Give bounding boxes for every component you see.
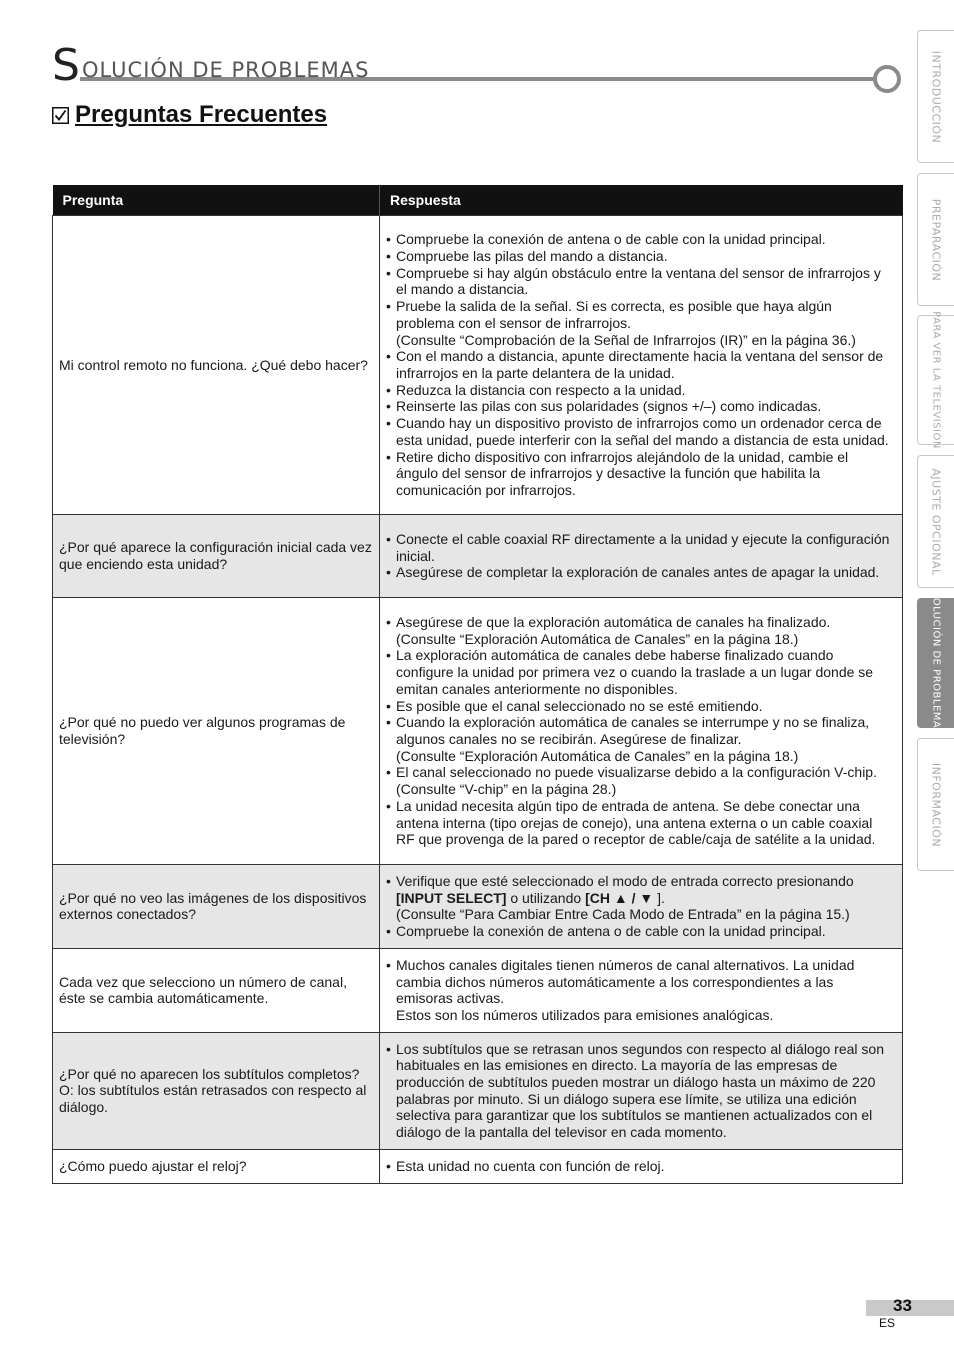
reference-note: Estos son los números utilizados para emisiones analógicas. [396, 1006, 774, 1023]
table-header-row [53, 185, 903, 216]
side-tab-informacion[interactable] [917, 738, 954, 871]
title-initial: S [52, 40, 80, 91]
side-tab-para-ver-la-television[interactable] [917, 311, 954, 449]
page-number: 33 [893, 1296, 912, 1315]
answer-cell [380, 598, 903, 865]
side-tab-ajuste-opcional[interactable] [917, 455, 954, 588]
side-tab-preparacion[interactable] [917, 173, 954, 306]
answer-item: • Compruebe la conexión de antena o de cable con la unidad principal. [386, 923, 894, 940]
question-cell: ¿Cómo puedo ajustar el reloj? [53, 1149, 380, 1183]
table-row [53, 948, 903, 1032]
answer-item: • Los subtítulos que se retrasan unos segundos con respecto al diálogo real son habituales en las emisiones en directo. La mayoría de las empresas de producción de subtítulos pueden mostrar un diálogo hasta un máximo de 220 palabras por minuto. Si un diálogo supera ese límite, se utiliza una edición selectiva para garantizar que los subtítulos se mantienen actualizados con el diálogo de la pantalla del televisor en cada momento. [386, 1041, 894, 1141]
reference-note: (Consulte “Comprobación de la Señal de Infrarrojos (IR)” en la página 36.) [396, 331, 856, 348]
button-name-ch-up-down: [CH ▲ / ▼ [585, 889, 654, 906]
question-cell: ¿Por qué no puedo ver algunos programas de televisión? [53, 598, 380, 865]
answer-item: • Esta unidad no cuenta con función de reloj. [386, 1158, 894, 1175]
question-cell: Mi control remoto no funciona. ¿Qué debo hacer? [53, 216, 380, 515]
answer-item: • Compruebe la conexión de antena o de cable con la unidad principal. [386, 231, 894, 248]
table-row [53, 216, 903, 515]
table-row [53, 865, 903, 949]
section-heading-text: Preguntas Frecuentes [75, 101, 328, 128]
title-rule-circle [873, 65, 901, 93]
answer-item: • Con el mando a distancia, apunte directamente hacia la ventana del sensor de infrarrojos en la parte delantera de la unidad. [386, 348, 894, 381]
question-cell: ¿Por qué no veo las imágenes de los dispositivos externos conectados? [53, 865, 380, 949]
answer-item: • El canal seleccionado no puede visualizarse debido a la configuración V-chip. (Consulte “V-chip” en la página 28.) [386, 764, 894, 797]
table-row [53, 1149, 903, 1183]
answer-item: • Reinserte las pilas con sus polaridades (signos +/–) como indicadas. [386, 398, 894, 415]
section-heading [52, 100, 327, 130]
answer-text: Pruebe la salida de la señal. Si es correcta, es posible que haya algún problema con el sensor de infrarrojos. [396, 298, 832, 331]
side-tab-label: INFORMACIÓN [929, 762, 943, 847]
answer-item: • Asegúrese de completar la exploración de canales antes de apagar la unidad. [386, 564, 894, 581]
side-tab-solucion-de-problemas[interactable] [917, 590, 954, 736]
answer-text: Muchos canales digitales tienen números de canal alternativos. La unidad cambia dichos números automáticamente a los correspondientes a las emisoras activas. [396, 956, 855, 1007]
answer-item: • La unidad necesita algún tipo de entrada de antena. Se debe conectar una antena interna (tipo orejas de conejo), una antena externa o un cable coaxial RF que provenga de la pared o receptor de cable/caja de satélite a la unidad. [386, 798, 894, 848]
answer-item: • Conecte el cable coaxial RF directamente a la unidad y ejecute la configuración inicial. [386, 531, 894, 564]
answer-item: • Compruebe si hay algún obstáculo entre la ventana del sensor de infrarrojos y el mando a distancia. [386, 265, 894, 298]
answer-text: Cuando la exploración automática de canales se interrumpe y no se finaliza, algunos canales no se recibirán. Asegúrese de finalizar. [396, 714, 870, 747]
answer-item [386, 873, 894, 923]
page-title [52, 40, 902, 94]
column-header-answer: Respuesta [380, 185, 903, 216]
answer-item: • Es posible que el canal seleccionado no se esté emitiendo. [386, 698, 894, 715]
answer-item: • La exploración automática de canales debe haberse finalizado cuando configure la unidad por primera vez o cuando la traslade a un lugar donde se emitan canales anteriormente no disponibles. [386, 647, 894, 697]
answer-text: Asegúrese de que la exploración automática de canales ha finalizado. [396, 614, 831, 631]
answer-text: ]. [653, 889, 665, 906]
side-tab-label: PARA VER LA TELEVISIÓN [930, 311, 942, 449]
answer-item: • Reduzca la distancia con respecto a la unidad. [386, 382, 894, 399]
question-cell: Cada vez que selecciono un número de canal, éste se cambia automáticamente. [53, 948, 380, 1032]
answer-item [386, 957, 894, 1024]
column-header-question: Pregunta [53, 185, 380, 216]
answer-text: Verifique que esté seleccionado el modo de entrada correcto presionando [396, 873, 854, 889]
answer-item [386, 614, 894, 647]
answer-cell [380, 515, 903, 598]
table-row [53, 598, 903, 865]
reference-note: (Consulte “Para Cambiar Entre Cada Modo de Entrada” en la página 15.) [396, 906, 850, 923]
question-cell: ¿Por qué no aparecen los subtítulos completos? O: los subtítulos están retrasados con respecto al diálogo. [53, 1032, 380, 1149]
table-row [53, 1032, 903, 1149]
side-tab-label: SOLUCIÓN DE PROBLEMAS [930, 590, 942, 736]
side-tab-label: AJUSTE OPCIONAL [929, 467, 943, 576]
side-tab-label: INTRODUCCIÓN [929, 50, 943, 143]
side-tab-label: PREPARACIÓN [929, 198, 943, 281]
answer-cell [380, 865, 903, 949]
answer-item [386, 714, 894, 764]
answer-item: • Cuando hay un dispositivo provisto de infrarrojos como un ordenador cerca de esta unidad, puede interferir con la señal del mando a distancia de esta unidad. [386, 415, 894, 448]
answer-cell [380, 1149, 903, 1183]
button-name-input-select: [INPUT SELECT] [396, 889, 507, 906]
answer-cell [380, 948, 903, 1032]
answer-text: o utilizando [506, 889, 586, 906]
question-cell: ¿Por qué aparece la configuración inicial cada vez que enciendo esta unidad? [53, 515, 380, 598]
title-text: OLUCIÓN DE PROBLEMAS [82, 58, 370, 82]
faq-table [52, 185, 903, 1184]
answer-item [386, 298, 894, 348]
side-tab-introduccion[interactable] [917, 30, 954, 163]
answer-cell [380, 216, 903, 515]
answer-cell [380, 1032, 903, 1149]
table-row [53, 515, 903, 598]
language-code: ES [879, 1316, 896, 1330]
answer-item: • Compruebe las pilas del mando a distancia. [386, 248, 894, 265]
checkbox-checked-icon [52, 107, 69, 124]
answer-item: • Retire dicho dispositivo con infrarrojos alejándolo de la unidad, cambie el ángulo del sensor de infrarrojos y desactive la función que habilita la comunicación por infrarrojos. [386, 449, 894, 499]
reference-note: (Consulte “Exploración Automática de Canales” en la página 18.) [396, 747, 799, 764]
reference-note: (Consulte “Exploración Automática de Canales” en la página 18.) [396, 630, 799, 647]
